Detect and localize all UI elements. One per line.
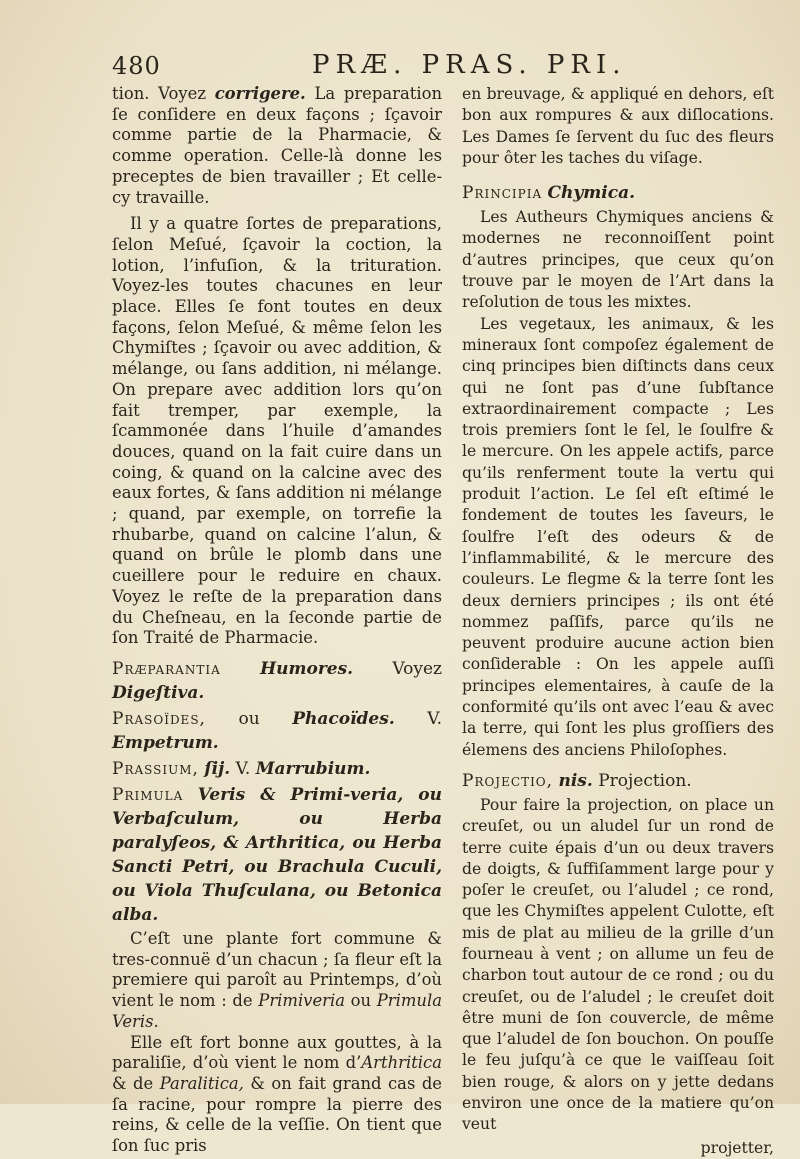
left-paragraph-1: tion. Voyez corrigere. La preparation ſe conſidere en deux façons ; ſçavoir comme partie de la Pharmacie, & comme operation. Celle-là donne les preceptes de bien travailler ; Et celle-cy travaille. [112, 84, 442, 207]
right-column [462, 84, 774, 1159]
right-paragraph-2: Les Autheurs Chymiques anciens & modernes ne reconnoiſſent point d’autres principes, que ceux qu’on trouve par le moyen de l’Art dans la reſolution de tous les mixtes. [462, 208, 774, 312]
right-paragraph-3: Les vegetaux, les animaux, & les mineraux ſont compoſez également de cinq principes bien diſtincts dans ceux qui ne ſont pas d’une ſubſtance extraordinairement compacte ; Les trois premiers ſont le ſel, le ſoulfre & le mercure. On les appele actifs, parce qu’ils renferment toute la vertu qui produit l’action. Le ſel eſt eſtimé le fondement de toutes les ſaveurs, le ſoulfre l’eſt des odeurs & de l’inflammabilité, & le mercure des couleurs. Le flegme & la terre ſont les deux derniers principes ; ils ont été nommez paſſifs, parce qu’ils ne peuvent produire aucune action bien conſiderable : On les appele auſſi principes elementaires, à cauſe de la conformité qu’ils ont avec l’eau & avec la terre, qui ſont les plus groſſiers des élemens des anciens Philoſophes. [462, 314, 774, 759]
entry-praeparantia: Præparantia Humores. Voyez Digeſtiva. [112, 658, 442, 703]
right-paragraph-4: Pour faire la projection, on place un creuſet, ou un aludel ſur un rond de terre cuite épais d’un ou deux travers de doigts, & ſuffiſamment large pour y poſer le creuſet, ou l’aludel ; ce rond, que les Chymiſtes appelent Culotte, eſt mis de plat au milieu de la grille d’un fourneau à vent ; on allume un feu de charbon tout autour de ce rond ; ou du creuſet, ou de l’aludel ; le creuſet doit être muni de ſon couvercle, de même que l’aludel de ſon bouchon. On pouſſe le feu juſqu’à ce que le vaiſſeau ſoit bien rouge, & alors on y jette dedans environ une once de la matiere qu’on veut [462, 795, 774, 1134]
left-paragraph-3: C’eſt une plante fort commune & tres-connuë d’un chacun ; ſa fleur eſt la premiere qui paroît au Printemps, d’où vient le nom : de Primiveria ou Primula Veris. [112, 928, 442, 1031]
running-head: PRÆ. PRAS. PRI. [312, 50, 627, 80]
page-number: 480 [112, 52, 161, 80]
left-paragraph-4: Elle eſt fort bonne aux gouttes, à la paraliſie, d’où vient le nom d’Arthritica & de Paralitica, & on fait grand cas de ſa racine, pour rompre la pierre des reins, & celle de la veſſie. On tient que ſon ſuc pris [112, 1032, 443, 1156]
right-paragraph-1: en breuvage, & appliqué en dehors, eſt bon aux rompures & aux diſlocations. Les Dames ſe ſervent du ſuc des fleurs pour ôter les taches du viſage. [462, 85, 774, 167]
entry-prasoides: Praſoïdes, ou Phacoïdes. V. Empetrum. [112, 708, 442, 753]
entry-primula: Primula Veris & Primi-veria, ou Verbaſculum, ou Herba paralyſeos, & Arthritica, ou Herba Sancti Petri, ou Brachula Cuculi, ou Viola Thuſculana, ou Betonica alba. [112, 784, 442, 925]
entry-principia: Principia Chymica. [462, 183, 636, 204]
entry-prassium: Praſſium, ſij. V. Marrubium. [112, 758, 371, 779]
catchword: projetter, [700, 1138, 774, 1157]
entry-projectio: Projectio, nis. Projection. [462, 770, 692, 791]
left-column [112, 84, 442, 1157]
left-paragraph-2: Il y a quatre ſortes de preparations, ſelon Meſué, ſçavoir la coction, la lotion, l’infuſion, & la trituration. Voyez-les toutes chacunes en leur place. Elles ſe font toutes en deux façons, ſelon Meſué, & même ſelon les Chymiſtes ; ſçavoir ou avec addition, & mélange, ou ſans addition, ni mélange. On prepare avec addition lors qu’on fait tremper, par exemple, la ſcammonée dans l’huile d’amandes douces, quand on la fait cuire dans un coing, & quand on la calcine avec des eaux fortes, & ſans addition ni mélange ; quand, par exemple, on torrefie la rhubarbe, quand on calcine l’alun, & quand on brûle le plomb dans une cueillere pour le reduire en chaux. Voyez le reſte de la preparation dans du Cheſneau, en la ſeconde partie de ſon Traité de Pharmacie. [112, 214, 442, 648]
